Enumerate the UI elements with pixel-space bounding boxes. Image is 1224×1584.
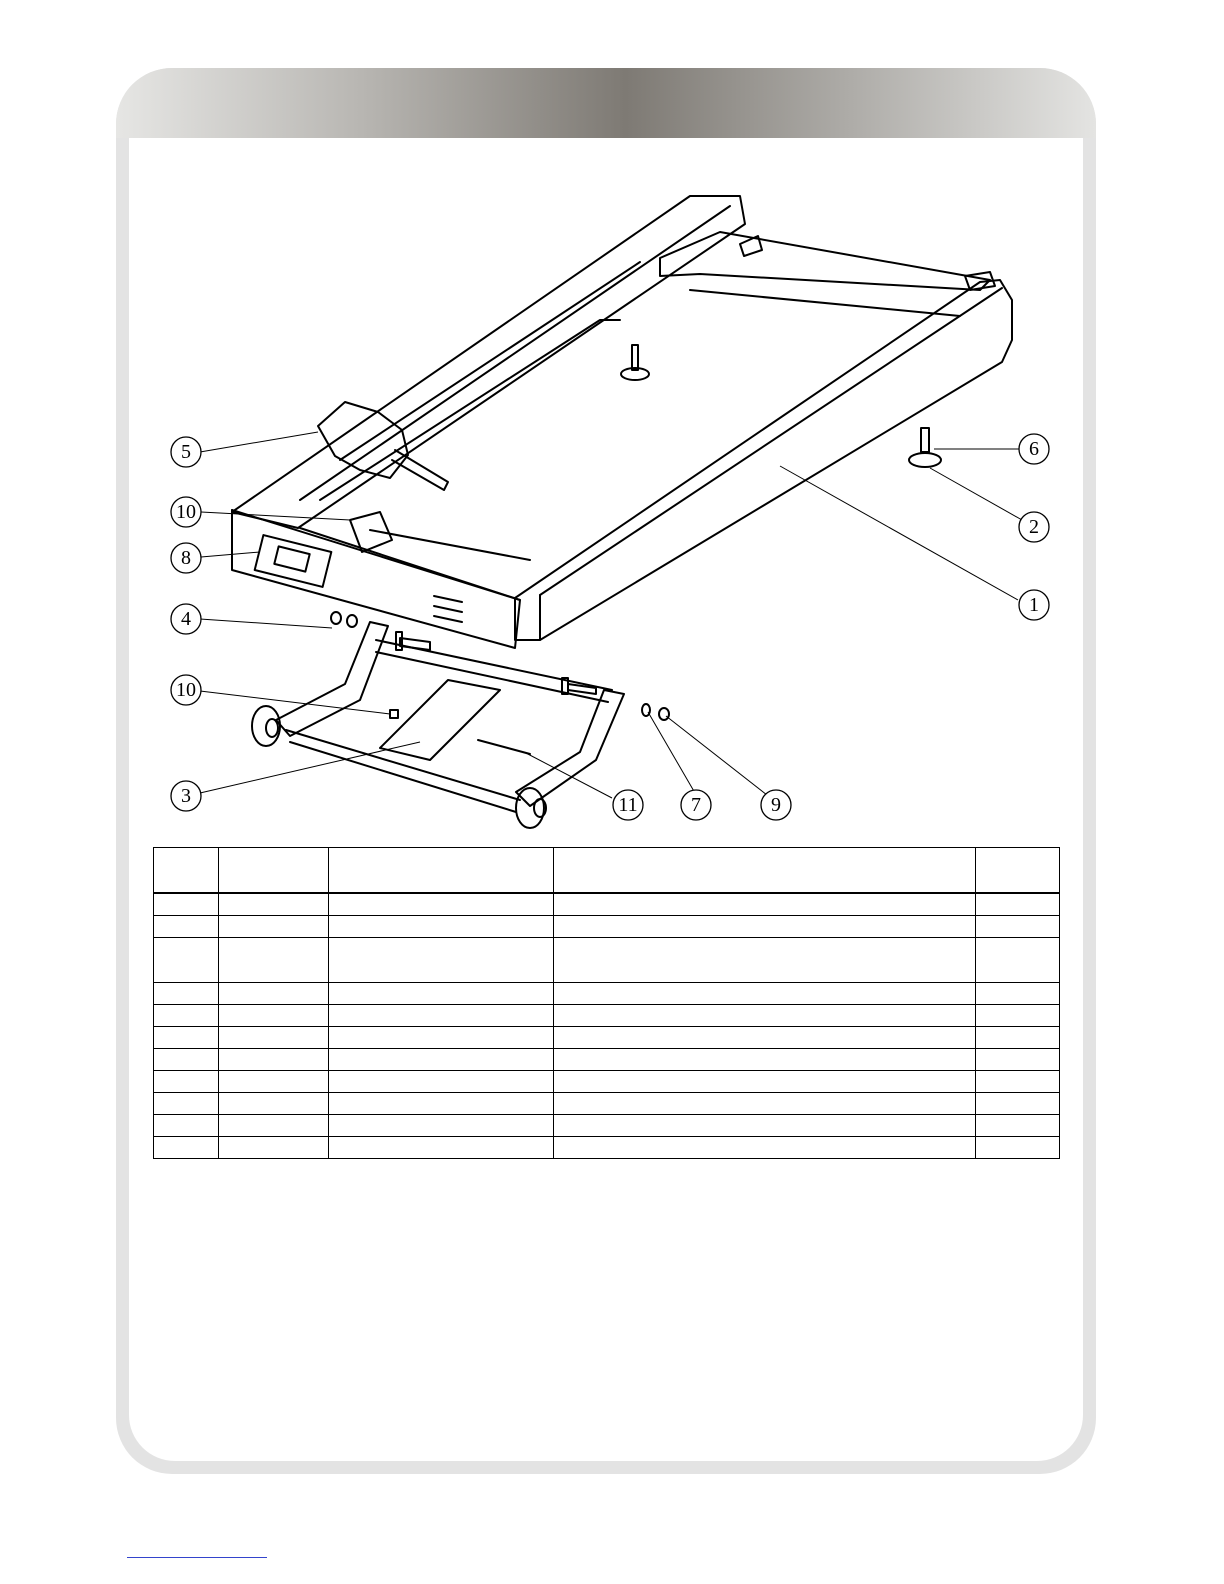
header-cell	[329, 848, 554, 894]
table-cell	[329, 1115, 554, 1137]
table-cell	[976, 1005, 1060, 1027]
inner-leveling-foot	[632, 345, 638, 370]
table-cell	[154, 1093, 219, 1115]
table-cell	[154, 1049, 219, 1071]
table-row	[154, 1137, 1060, 1159]
table-cell	[554, 1071, 976, 1093]
table-cell	[154, 893, 219, 916]
table-cell	[329, 1093, 554, 1115]
callout-label-8: 8	[181, 547, 191, 569]
table-cell	[329, 1071, 554, 1093]
table-cell	[554, 893, 976, 916]
table-cell	[154, 1005, 219, 1027]
table-cell	[554, 1049, 976, 1071]
wheel-right	[516, 788, 544, 828]
table-cell	[329, 893, 554, 916]
table-cell	[554, 983, 976, 1005]
table-cell	[329, 938, 554, 983]
table-row	[154, 916, 1060, 938]
callout-label-10a: 10	[176, 501, 196, 523]
table-cell	[976, 1027, 1060, 1049]
table-cell	[554, 1115, 976, 1137]
table-cell	[329, 983, 554, 1005]
frame-rear-crossbar	[660, 232, 990, 290]
table-cell	[554, 1027, 976, 1049]
table-row	[154, 1093, 1060, 1115]
callout-label-9: 9	[771, 794, 781, 816]
callout-label-3: 3	[181, 785, 191, 807]
header-cell	[976, 848, 1060, 894]
table-cell	[329, 1137, 554, 1159]
table-cell	[219, 938, 329, 983]
parts-table-header-row	[154, 848, 1060, 894]
table-row	[154, 1049, 1060, 1071]
table-cell	[154, 1071, 219, 1093]
callout-label-4: 4	[181, 608, 191, 630]
callout-label-11: 11	[618, 794, 638, 816]
table-cell	[154, 916, 219, 938]
footer-link-underline[interactable]	[127, 1557, 267, 1558]
table-cell	[976, 938, 1060, 983]
table-cell	[554, 1137, 976, 1159]
table-cell	[554, 938, 976, 983]
bolt-4	[400, 638, 430, 650]
lift-motor	[318, 402, 408, 478]
callout-label-2: 2	[1029, 516, 1039, 538]
table-cell	[219, 1071, 329, 1093]
table-row	[154, 893, 1060, 916]
table-cell	[219, 1115, 329, 1137]
table-cell	[554, 916, 976, 938]
table-cell	[976, 1049, 1060, 1071]
table-cell	[329, 1005, 554, 1027]
header-cell	[154, 848, 219, 894]
wheel-frame-left-arm	[276, 622, 388, 736]
table-row	[154, 983, 1060, 1005]
table-cell	[554, 1093, 976, 1115]
callout-label-1: 1	[1029, 594, 1039, 616]
callout-label-10b: 10	[176, 679, 196, 701]
table-row	[154, 1115, 1060, 1137]
callout-label-5: 5	[181, 441, 191, 463]
leveling-foot	[921, 428, 929, 452]
table-cell	[154, 983, 219, 1005]
nut-10-lower	[390, 710, 398, 718]
table-cell	[219, 1005, 329, 1027]
callout-label-7: 7	[691, 794, 701, 816]
table-cell	[154, 1137, 219, 1159]
header-cell	[554, 848, 976, 894]
table-cell	[154, 1115, 219, 1137]
table-cell	[976, 1093, 1060, 1115]
table-cell	[554, 1005, 976, 1027]
table-row	[154, 1027, 1060, 1049]
table-cell	[976, 1137, 1060, 1159]
table-cell	[329, 1049, 554, 1071]
table-cell	[219, 1137, 329, 1159]
table-cell	[219, 983, 329, 1005]
frame-near-rail	[515, 280, 1012, 640]
callout-label-6: 6	[1029, 438, 1039, 460]
table-cell	[154, 938, 219, 983]
table-row	[154, 1071, 1060, 1093]
table-row	[154, 938, 1060, 983]
table-cell	[976, 1115, 1060, 1137]
table-cell	[219, 1093, 329, 1115]
header-cell	[219, 848, 329, 894]
bolt-11	[478, 740, 530, 754]
table-cell	[329, 1027, 554, 1049]
table-cell	[219, 1049, 329, 1071]
table-cell	[219, 893, 329, 916]
table-cell	[329, 916, 554, 938]
table-cell	[976, 983, 1060, 1005]
nut-9	[659, 708, 669, 720]
table-cell	[976, 916, 1060, 938]
table-cell	[219, 1027, 329, 1049]
table-cell	[154, 1027, 219, 1049]
table-cell	[976, 893, 1060, 916]
table-cell	[976, 1071, 1060, 1093]
table-cell	[219, 916, 329, 938]
parts-list-table	[153, 847, 1060, 1159]
table-row	[154, 1005, 1060, 1027]
